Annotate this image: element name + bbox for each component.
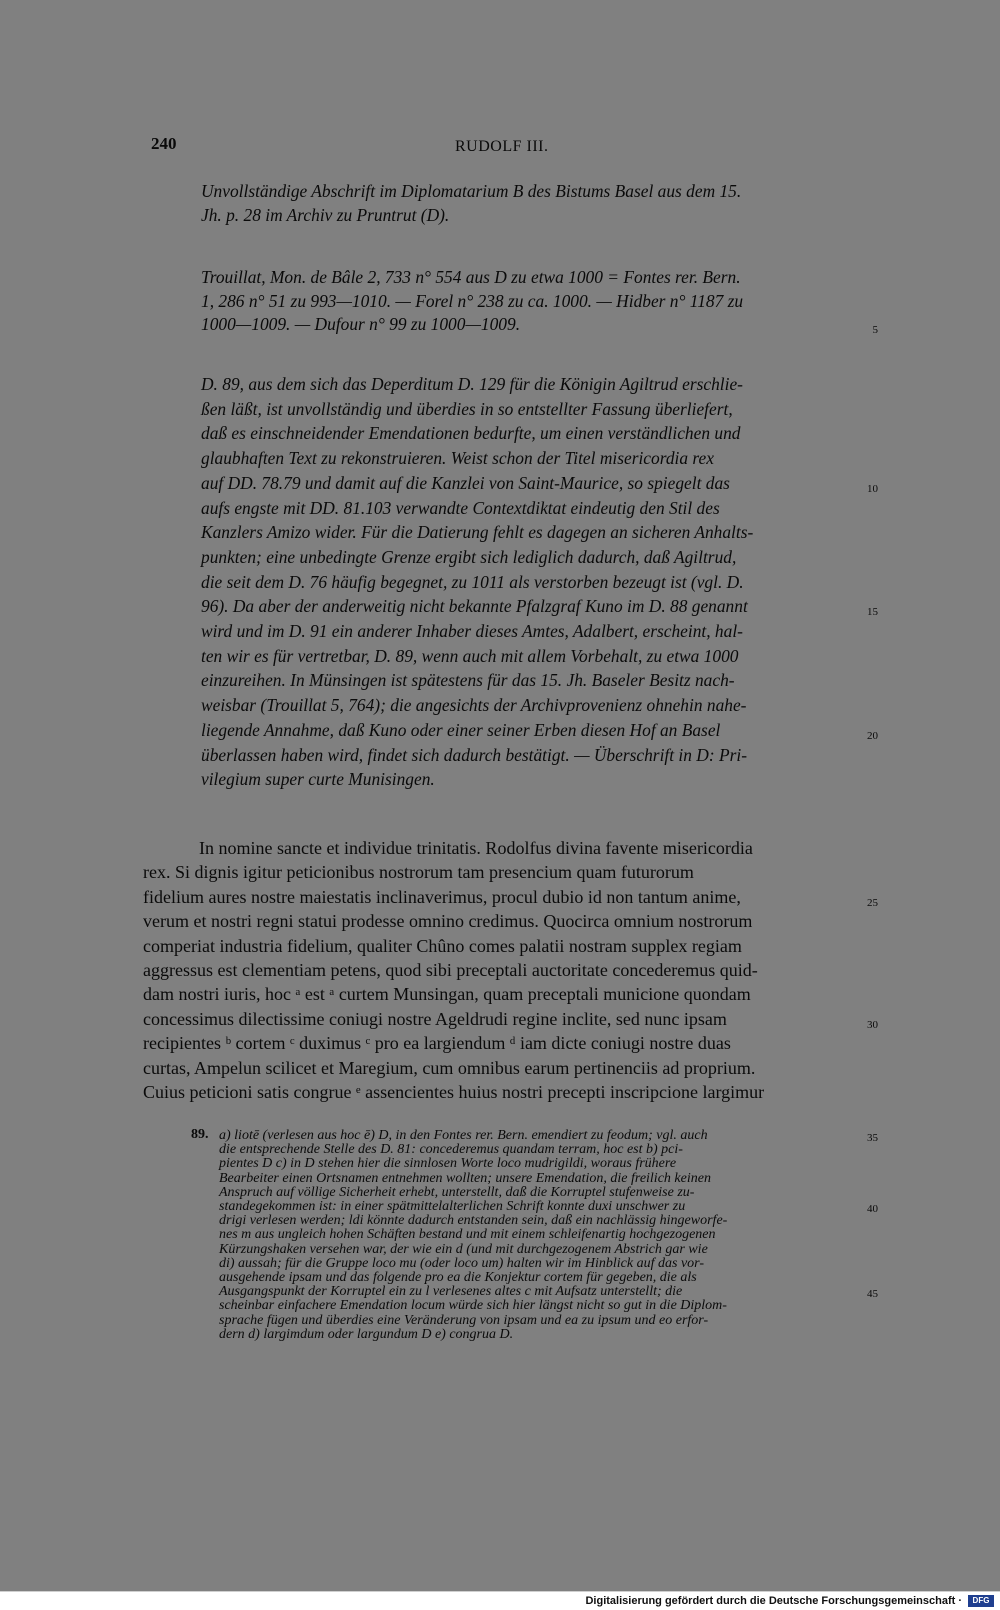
literature-line: Trouillat, Mon. de Bâle 2, 733 n° 554 aus D zu etwa 1000 = Fontes rer. Bern. xyxy=(201,267,741,287)
commentary-line: glaubhaften Text zu rekonstruieren. Weist schon der Titel misericordia rex xyxy=(201,448,714,469)
charter-line: fidelium aures nostre maiestatis inclinaverimus, procul dubio id non tantum anime, 25 xyxy=(143,885,861,909)
commentary-line: Kanzlers Amizo wider. Für die Datierung fehlt es dagegen an sicheren Anhalts- xyxy=(201,522,754,543)
footnote-line: Ausgangspunkt der Korruptel ein zu l verlesenes altes c mit Aufsatz unterstellt; die 45 xyxy=(219,1284,878,1301)
line-number: 35 xyxy=(867,1132,878,1144)
page-number: 240 xyxy=(151,134,177,153)
digitization-footer xyxy=(0,1591,1000,1610)
source-note xyxy=(201,180,861,227)
footnote-line: nes m aus ungleich hohen Schäften bestand und mit einem schleifenartig hochgezogenen xyxy=(219,1227,716,1243)
footnote-line: standegekommen ist: in einer spätmittelalterlichen Schrift konnte duxi unschwer zu 40 xyxy=(219,1199,878,1216)
commentary-line: aufs engste mit DD. 81.103 verwandte Contextdiktat eindeutig den Stil des xyxy=(201,497,720,518)
footnote-line: drigi verlesen werden; ldi könnte dadurch entstanden sein, daß ein nachlässig hingeworfe- xyxy=(219,1213,728,1229)
commentary xyxy=(201,372,878,792)
line-number: 20 xyxy=(867,729,878,742)
line-number: 10 xyxy=(867,482,878,495)
source-line: Unvollständige Abschrift im Diplomatarium B des Bistums Basel aus dem 15. xyxy=(201,181,742,201)
line-number: 45 xyxy=(867,1288,878,1301)
commentary-line: daß es einschneidender Emendationen bedurfte, um einen verständlichen und xyxy=(201,423,741,444)
footnote-line: Bearbeiter einen Ortsnamen entnehmen wollten; unsere Emendation, die freilich keinen xyxy=(219,1170,711,1186)
footnote-line: scheinbar einfachere Emendation locum würde sich hier längst nicht so gut in die Diplom- xyxy=(219,1298,727,1314)
commentary-line: punkten; eine unbedingte Grenze ergibt sich lediglich dadurch, daß Agiltrud, xyxy=(201,546,737,567)
footnotes xyxy=(219,1128,878,1342)
literature-line: 1, 286 n° 51 zu 993—1010. — Forel n° 238 zu ca. 1000. — Hidber n° 1187 zu xyxy=(201,290,744,311)
footnote-line: Anspruch auf völlige Sicherheit erhebt, unterstellt, daß die Korruptel stufenweise zu- xyxy=(219,1184,695,1200)
charter-line: concessimus dilectissime coniugi nostre Ageldrudi regine inclite, sed nunc ipsam 30 xyxy=(143,1007,861,1031)
commentary-line: D. 89, aus dem sich das Deperditum D. 129 für die Königin Agiltrud erschlie- xyxy=(201,374,743,394)
commentary-line: einzureihen. In Münsingen ist spätestens für das 15. Jh. Baseler Besitz nach- xyxy=(201,670,735,691)
line-number: 40 xyxy=(867,1203,878,1216)
footnote-label: 89. xyxy=(191,1127,209,1142)
charter-line: curtas, Ampelun scilicet et Maregium, cum omnibus earum pertinenciis ad proprium. xyxy=(143,1057,756,1078)
commentary-line: auf DD. 78.79 und damit auf die Kanzlei von Saint-Maurice, so spiegelt das 10 xyxy=(201,471,861,496)
charter-line: rex. Si dignis igitur peticionibus nostrorum tam presencium quam futurorum xyxy=(143,862,694,883)
commentary-line: 96). Da aber der anderweitig nicht bekannte Pfalzgraf Kuno im D. 88 genannt 15 xyxy=(201,594,861,619)
commentary-line: ßen läßt, ist unvollständig und überdies in so entstellter Fassung überliefert, xyxy=(201,398,733,419)
charter-text xyxy=(143,836,878,1104)
footnote-line: di) aussah; für die Gruppe loco mu (oder loco um) halten wir im Hinblick auf das vor- xyxy=(219,1255,704,1271)
line-number: 25 xyxy=(867,896,878,909)
charter-line: aggressus est clementiam petens, quod sibi preceptali auctoritate concederemus quid- xyxy=(143,960,758,981)
charter-line: recipientes ᵇ cortem ᶜ duximus ᶜ pro ea largiendum ᵈ iam dicte coniugi nostre duas xyxy=(143,1033,731,1054)
line-number: 5 xyxy=(872,324,878,336)
line-number: 15 xyxy=(867,606,878,619)
charter-line: Cuius peticioni satis congrue ᵉ assencientes huius nostri precepti inscripcione largimur xyxy=(143,1082,765,1103)
charter-line: verum et nostri regni statui prodesse omnino credimus. Quocirca omnium nostrorum xyxy=(143,911,753,932)
commentary-line: vilegium super curte Munisingen. xyxy=(201,769,435,790)
commentary-line: weisbar (Trouillat 5, 764); die angesichts der Archivprovenienz ohnehin nahe- xyxy=(201,695,747,716)
charter-line: dam nostri iuris, hoc ᵃ est ᵃ curtem Munsingan, quam preceptali municione quondam xyxy=(143,984,751,1005)
dfg-logo: DFG xyxy=(968,1595,994,1607)
footnote-line: die entsprechende Stelle des D. 81: concederemus quandam terram, hoc est b) pci- xyxy=(219,1142,683,1158)
charter-line: In nomine sancte et individue trinitatis. Rodolfus divina favente misericordia xyxy=(199,838,753,858)
footnote-line: sprache fügen und überdies eine Veränderung von ipsam und ea zu ipsum und eo erfor- xyxy=(219,1312,709,1328)
footnote-line: ausgehende ipsam und das folgende pro ea die Konjektur cortem für gegeben, die als xyxy=(219,1270,697,1286)
commentary-line: überlassen haben wird, findet sich dadurch bestätigt. — Überschrift in D: Pri- xyxy=(201,744,747,765)
commentary-line: liegende Annahme, daß Kuno oder einer seiner Erben diesen Hof an Basel 20 xyxy=(201,718,861,743)
source-line: Jh. p. 28 im Archiv zu Pruntrut (D). xyxy=(201,204,450,225)
commentary-line: ten wir es für vertretbar, D. 89, wenn auch mit allem Vorbehalt, zu etwa 1000 xyxy=(201,645,739,666)
commentary-line: wird und im D. 91 ein anderer Inhaber dieses Amtes, Adalbert, erscheint, hal- xyxy=(201,621,743,642)
running-title: RUDOLF III. xyxy=(455,138,549,155)
footer-credit: Digitalisierung gefördert durch die Deutsche Forschungsgemeinschaft · xyxy=(585,1595,962,1607)
footnote-line: pientes D c) in D stehen hier die sinnlosen Worte loco mudrigildi, woraus frühere xyxy=(219,1156,677,1172)
footnote-line: dern d) largimdum oder largundum D e) congrua D. xyxy=(219,1326,514,1342)
literature xyxy=(201,266,878,337)
commentary-line: die seit dem D. 76 häufig begegnet, zu 1011 als verstorben bezeugt ist (vgl. D. xyxy=(201,571,744,592)
charter-line: comperiat industria fidelium, qualiter Chûno comes palatii nostram supplex regiam xyxy=(143,935,742,956)
footnote-line: Kürzungshaken versehen war, der wie ein d (und mit durchgezogenem Abstrich gar wie xyxy=(219,1241,708,1257)
literature-line: 1000—1009. — Dufour n° 99 zu 1000—1009. 5 xyxy=(201,313,861,337)
line-number: 30 xyxy=(867,1018,878,1031)
footnote-line: a) liotē (verlesen aus hoc ē) D, in den Fontes rer. Bern. emendiert zu feodum; vgl. auch 35 xyxy=(219,1128,878,1144)
